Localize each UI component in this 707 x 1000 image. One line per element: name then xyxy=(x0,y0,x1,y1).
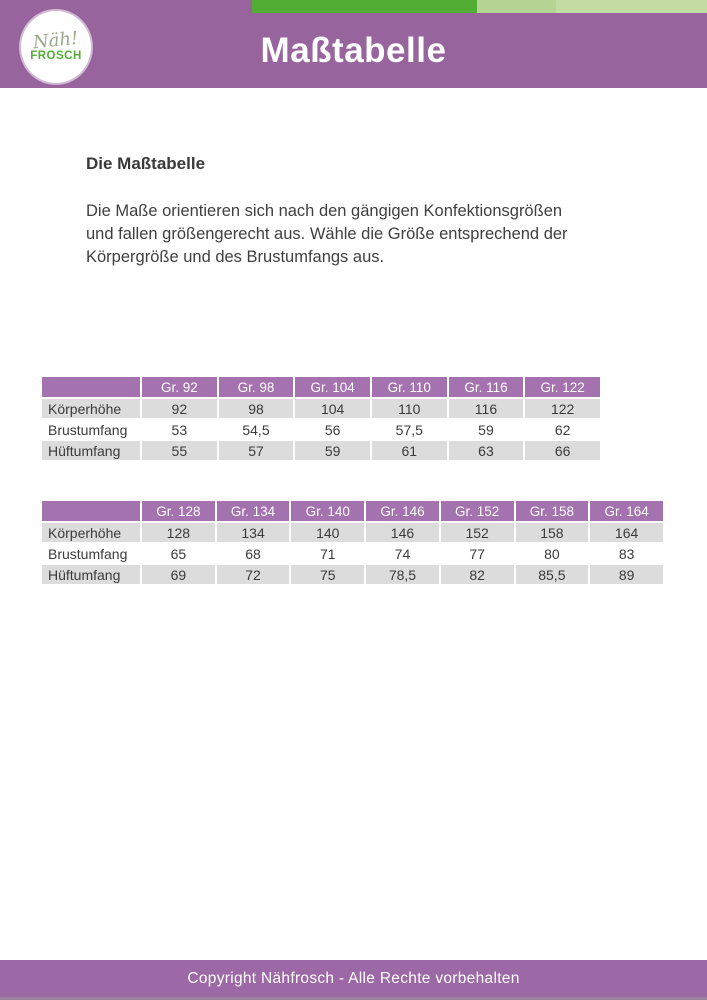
value-cell: 71 xyxy=(291,544,364,563)
table-column-header: Gr. 116 xyxy=(449,377,524,397)
value-cell: 59 xyxy=(449,420,524,439)
paragraph-line: und fallen größengerecht aus. Wähle die Größe entsprechend der xyxy=(86,225,568,243)
footer-band xyxy=(0,960,707,997)
table-column-header: Gr. 98 xyxy=(219,377,294,397)
table-header-empty-cell xyxy=(42,377,140,397)
logo-name-text: FROSCH xyxy=(30,49,82,62)
header-band xyxy=(0,0,707,88)
value-cell: 53 xyxy=(142,420,217,439)
table-row xyxy=(42,399,600,418)
value-cell: 55 xyxy=(142,441,217,460)
size-table-large xyxy=(40,499,665,586)
value-cell: 57 xyxy=(219,441,294,460)
value-cell: 65 xyxy=(142,544,215,563)
row-label-cell: Körperhöhe xyxy=(42,523,140,542)
value-cell: 69 xyxy=(142,565,215,584)
value-cell: 66 xyxy=(525,441,600,460)
value-cell: 74 xyxy=(366,544,439,563)
page-title: Maßtabelle xyxy=(260,31,447,70)
row-label-cell: Körperhöhe xyxy=(42,399,140,418)
value-cell: 80 xyxy=(516,544,589,563)
value-cell: 63 xyxy=(449,441,524,460)
value-cell: 83 xyxy=(590,544,663,563)
value-cell: 146 xyxy=(366,523,439,542)
table-row xyxy=(42,565,663,584)
paragraph-line: Körpergröße und des Brustumfangs aus. xyxy=(86,248,385,266)
value-cell: 54,5 xyxy=(219,420,294,439)
value-cell: 78,5 xyxy=(366,565,439,584)
size-table-small xyxy=(40,375,602,462)
value-cell: 89 xyxy=(590,565,663,584)
table-row xyxy=(42,523,663,542)
value-cell: 116 xyxy=(449,399,524,418)
table-row xyxy=(42,544,663,563)
value-cell: 164 xyxy=(590,523,663,542)
row-label-cell: Hüftumfang xyxy=(42,441,140,460)
value-cell: 82 xyxy=(441,565,514,584)
table-column-header: Gr. 128 xyxy=(142,501,215,521)
table-column-header: Gr. 146 xyxy=(366,501,439,521)
value-cell: 56 xyxy=(295,420,370,439)
value-cell: 122 xyxy=(525,399,600,418)
value-cell: 104 xyxy=(295,399,370,418)
table-column-header: Gr. 164 xyxy=(590,501,663,521)
value-cell: 92 xyxy=(142,399,217,418)
value-cell: 77 xyxy=(441,544,514,563)
table-row xyxy=(42,441,600,460)
value-cell: 75 xyxy=(291,565,364,584)
table-column-header: Gr. 134 xyxy=(217,501,290,521)
table-column-header: Gr. 158 xyxy=(516,501,589,521)
value-cell: 110 xyxy=(372,399,447,418)
value-cell: 134 xyxy=(217,523,290,542)
top-strip-light-green-1 xyxy=(477,0,556,13)
value-cell: 61 xyxy=(372,441,447,460)
row-label-cell: Hüftumfang xyxy=(42,565,140,584)
intro-paragraph xyxy=(86,200,646,269)
row-label-cell: Brustumfang xyxy=(42,420,140,439)
value-cell: 140 xyxy=(291,523,364,542)
top-strip-dark-green xyxy=(252,0,477,13)
value-cell: 152 xyxy=(441,523,514,542)
table-column-header: Gr. 110 xyxy=(372,377,447,397)
value-cell: 98 xyxy=(219,399,294,418)
footer-copyright-text: Copyright Nähfrosch - Alle Rechte vorbehalten xyxy=(187,970,520,987)
value-cell: 62 xyxy=(525,420,600,439)
section-heading: Die Maßtabelle xyxy=(86,154,206,173)
top-strip-light-green-2 xyxy=(556,0,707,13)
table-column-header: Gr. 104 xyxy=(295,377,370,397)
value-cell: 59 xyxy=(295,441,370,460)
table-column-header: Gr. 140 xyxy=(291,501,364,521)
table-column-header: Gr. 152 xyxy=(441,501,514,521)
value-cell: 158 xyxy=(516,523,589,542)
table-column-header: Gr. 92 xyxy=(142,377,217,397)
table-column-header: Gr. 122 xyxy=(525,377,600,397)
paragraph-line: Die Maße orientieren sich nach den gängigen Konfektionsgrößen xyxy=(86,202,563,220)
table-header-empty-cell xyxy=(42,501,140,521)
row-label-cell: Brustumfang xyxy=(42,544,140,563)
value-cell: 128 xyxy=(142,523,215,542)
value-cell: 72 xyxy=(217,565,290,584)
table-row xyxy=(42,420,600,439)
value-cell: 57,5 xyxy=(372,420,447,439)
value-cell: 85,5 xyxy=(516,565,589,584)
logo-script-text: Näh! xyxy=(32,27,80,53)
value-cell: 68 xyxy=(217,544,290,563)
